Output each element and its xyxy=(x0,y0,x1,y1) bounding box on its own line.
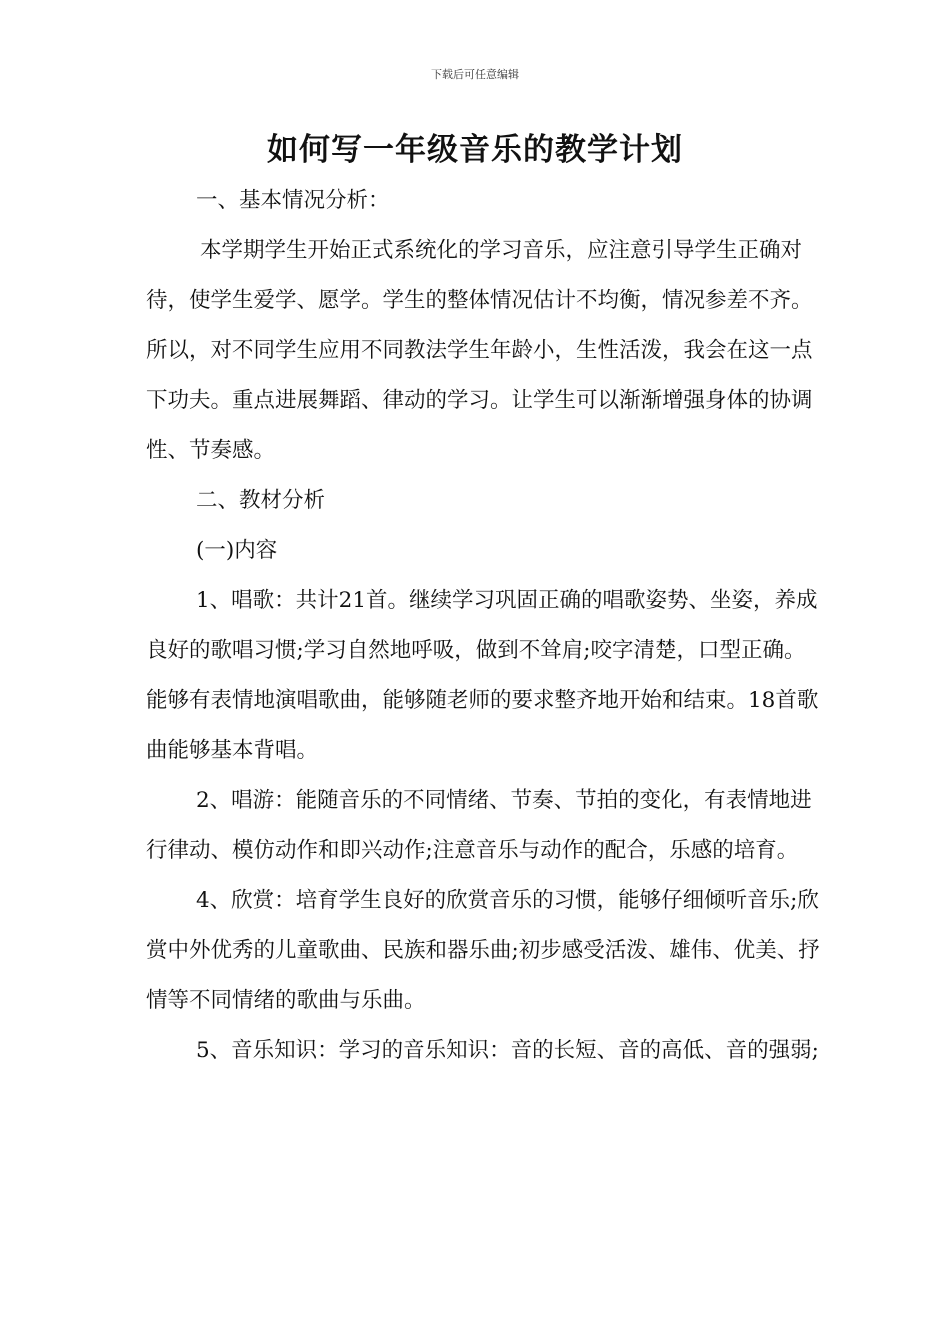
section-heading-materials: 二、教材分析 xyxy=(196,488,326,513)
page-header-note: 下载后可任意编辑 xyxy=(431,68,519,81)
paragraph-music-knowledge: 5、音乐知识：学习的音乐知识：音的长短、音的高低、音的强弱; xyxy=(196,1038,819,1063)
paragraph-basic-situation: 本学期学生开始正式系统化的学习音乐，应注意引导学生正确对待，使学生爱学、愿学。学生的整体情况估计不均衡，情况参差不齐。所以，对不同学生应用不同教法学生年龄小，生性活泼，我会在这一点下功夫。重点进展舞蹈、律动的学习。让学生可以渐渐增强身体的协调性、节奏感。 xyxy=(146,238,813,463)
paragraph-appreciation: 4、欣赏：培育学生良好的欣赏音乐的习惯，能够仔细倾听音乐;欣赏中外优秀的儿童歌曲、民族和器乐曲;初步感受活泼、雄伟、优美、抒情等不同情绪的歌曲与乐曲。 xyxy=(146,888,820,1013)
document-body xyxy=(146,176,826,1076)
document-title: 如何写一年级音乐的教学计划 xyxy=(267,132,683,168)
section-heading-basic-situation: 一、基本情况分析： xyxy=(196,188,390,213)
paragraph-singing: 1、唱歌：共计21首。继续学习巩固正确的唱歌姿势、坐姿，养成良好的歌唱习惯;学习自然地呼吸，做到不耸肩;咬字清楚，口型正确。能够有表情地演唱歌曲，能够随老师的要求整齐地开始和结束。18首歌曲能够基本背唱。 xyxy=(146,588,819,763)
subsection-heading-content: (一)内容 xyxy=(196,538,278,563)
paragraph-sing-and-play: 2、唱游：能随音乐的不同情绪、节奏、节拍的变化，有表情地进行律动、模仿动作和即兴动作;注意音乐与动作的配合，乐感的培育。 xyxy=(146,788,812,863)
